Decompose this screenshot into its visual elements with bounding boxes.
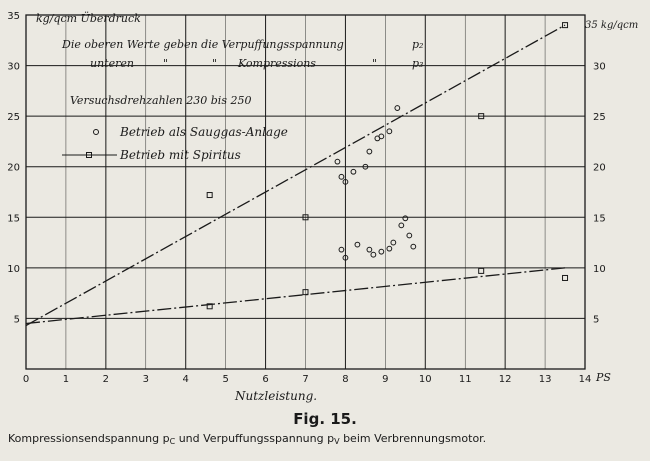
legend [62,125,288,162]
ditto-mark-1: " [163,57,169,70]
point-sauggas [411,244,416,249]
caption-sub-2: V [334,437,340,446]
caption-part-1: Kompressionsendspannung p [8,432,170,445]
x-tick-label: 7 [302,374,309,385]
y-tick-labels-left [7,11,20,325]
y-axis-label-left: kg/qcm Überdruck [36,12,141,25]
x-tick-label: 12 [498,374,512,385]
x-tick-label: 11 [458,374,472,385]
ditto-mark-3: " [372,57,378,70]
x-tick-label: 0 [22,374,30,385]
annotation-kompressions: Kompressions [238,57,316,70]
x-tick-label: 13 [538,374,552,385]
point-sauggas [355,242,360,247]
point-spiritus [207,193,212,198]
point-sauggas [367,149,372,154]
figure-label: Fig. 15. [293,410,357,428]
x-tick-label: 4 [182,374,189,385]
x-tick-label: 2 [102,374,110,385]
y-tick-label-left: 30 [7,61,20,73]
x-tick-label: 5 [222,374,229,385]
point-spiritus [563,275,568,280]
bracket-mark-bottom: p₃ [412,57,424,70]
caption-sub-1: C [169,437,176,446]
y-tick-label-left: 35 [7,11,20,22]
y-tick-label-left: 5 [13,314,20,326]
point-sauggas [379,249,384,254]
point-sauggas [371,252,376,257]
y-tick-label-left: 10 [7,263,20,275]
caption-part-3: beim Verbrennungsmotor. [339,432,487,445]
x-tick-label: 1 [62,374,70,385]
y-tick-label-right: 30 [593,61,606,73]
figure-caption [8,432,648,446]
annotation-line-1: Die oberen Werte geben die Verpuffungsspannung [62,38,344,51]
annotation-unteren: unteren [90,57,134,70]
x-axis-unit: PS [596,371,611,384]
point-sauggas [407,233,412,238]
point-sauggas [391,240,396,245]
x-tick-label: 14 [578,374,592,385]
y-axis-label-right: 35 kg/qcm [585,20,639,31]
point-sauggas [399,223,404,228]
x-tick-label: 10 [418,374,432,385]
y-tick-label-right: 20 [593,162,606,174]
y-tick-labels-right [593,62,606,326]
trend-lines [26,25,565,325]
x-tick-labels [23,374,592,385]
point-sauggas [379,134,384,139]
legend-spiritus-label: Betrieb mit Spiritus [120,148,241,162]
legend-circle-marker [94,130,99,135]
point-sauggas [387,246,392,251]
bracket-mark-top: p₂ [412,38,424,51]
y-tick-label-right: 25 [593,112,606,124]
y-tick-label-right: 10 [593,263,606,275]
y-tick-label-right: 5 [593,314,600,326]
point-sauggas [367,247,372,252]
point-sauggas [335,159,340,164]
y-tick-label-left: 15 [7,213,20,225]
point-sauggas [403,216,408,221]
annotation-drehzahlen: Versuchsdrehzahlen 230 bis 250 [70,94,252,107]
x-tick-label: 3 [142,374,149,385]
caption-part-2: und Verpuffungsspannung p [175,432,335,445]
y-tick-label-left: 20 [7,162,20,174]
legend-sauggas-label: Betrieb als Sauggas-Anlage [120,125,288,139]
point-sauggas [395,106,400,111]
point-sauggas [387,129,392,134]
ditto-mark-2: " [212,57,218,70]
x-tick-label: 8 [342,374,349,385]
trend-line [26,25,565,325]
y-tick-label-left: 25 [7,112,20,124]
point-sauggas [339,247,344,252]
trend-line [26,268,565,324]
x-tick-label: 9 [382,374,389,385]
point-sauggas [339,174,344,179]
y-tick-label-right: 15 [593,213,606,225]
x-tick-label: 6 [262,374,269,385]
point-sauggas [351,169,356,174]
x-axis-label: Nutzleistung. [235,389,318,403]
point-spiritus [479,268,484,273]
